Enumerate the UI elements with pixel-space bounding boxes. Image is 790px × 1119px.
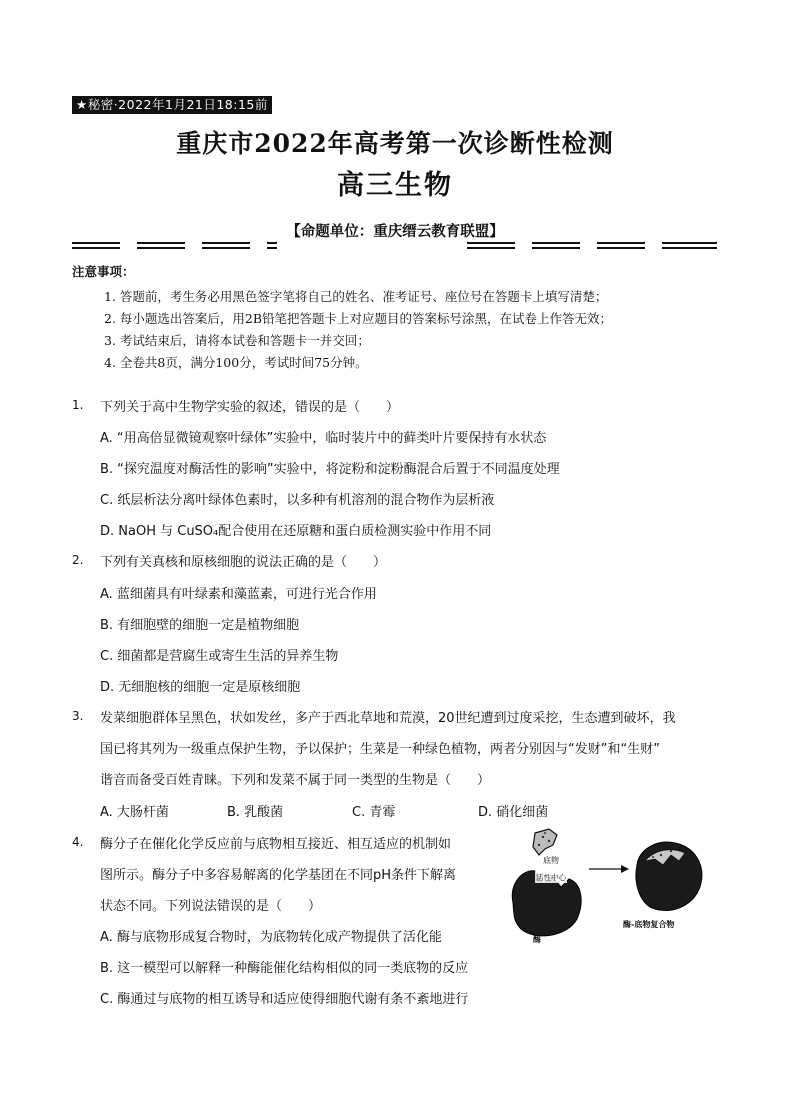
- question-stem: 下列关于高中生物学实验的叙述，错误的是（ ）: [100, 400, 400, 415]
- notice-heading: [72, 262, 135, 280]
- question-stem: 图所示。酶分子中多容易解离的化学基团在不同pH条件下解离: [100, 868, 457, 883]
- question-option: A. “用高倍显微镜观察叶绿体”实验中，临时装片中的藓类叶片要保持有水状态: [100, 431, 547, 446]
- question-number: 1.: [72, 398, 84, 412]
- question-option: A. 蓝细菌具有叶绿素和藻蓝素，可进行光合作用: [100, 587, 377, 602]
- question-stem: 谐音而备受百姓青睐。下列和发菜不属于同一类型的生物是（ ）: [100, 773, 491, 788]
- subject-title: 高三生物: [337, 170, 453, 201]
- question-stem: 发菜细胞群体呈黑色，状如发丝，多产于西北草地和荒漠，20世纪遭到过度采挖，生态遭到破坏，我: [100, 711, 676, 726]
- question-option: A. 大肠杆菌: [100, 805, 169, 820]
- question-stem: 状态不同。下列说法错误的是（ ）: [100, 899, 322, 914]
- decorative-dash-divider: [72, 242, 717, 250]
- notice-item: 2. 每小题选出答案后，用2B铅笔把答题卡上对应题目的答案标号涂黑，在试卷上作答无效；: [104, 311, 613, 326]
- issuer-line: 【命题单位：重庆缙云教育联盟】: [286, 224, 504, 240]
- question-option: C. 细菌都是营腐生或寄生生活的异养生物: [100, 649, 339, 664]
- question-option: D. 硝化细菌: [478, 805, 549, 820]
- substrate-label: 底物: [543, 856, 559, 865]
- active-site-label: 活性中心: [536, 873, 566, 882]
- complex-label: 酶-底物复合物: [623, 920, 675, 929]
- arrow-icon: [589, 865, 629, 873]
- notice-item: 1. 答题前，考生务必用黑色签字笔将自己的姓名、准考证号、座位号在答题卡上填写清楚；: [104, 289, 608, 304]
- question-option: B. 乳酸菌: [227, 805, 284, 820]
- question-option: B. “探究温度对酶活性的影响”实验中，将淀粉和淀粉酶混合后置于不同温度处理: [100, 462, 560, 477]
- question-option: A. 酶与底物形成复合物时，为底物转化成产物提供了活化能: [100, 930, 442, 945]
- notice-title: 注意事项：: [72, 264, 135, 279]
- question-option: C. 青霉: [352, 805, 396, 820]
- question-option: B. 这一模型可以解释一种酶能催化结构相似的同一类底物的反应: [100, 961, 469, 976]
- substrate-shape: [533, 829, 557, 855]
- question-option: D. NaOH 与 CuSO₄配合使用在还原糖和蛋白质检测实验中作用不同: [100, 524, 492, 539]
- enzyme-substrate-figure: [505, 825, 723, 945]
- enzyme-label: 酶: [533, 935, 541, 944]
- exam-title: 重庆市2022年高考第一次诊断性检测: [176, 129, 614, 158]
- question-option: B. 有细胞壁的细胞一定是植物细胞: [100, 618, 300, 633]
- question-number: 3.: [72, 709, 84, 723]
- question-stem: 酶分子在催化化学反应前与底物相互接近、相互适应的机制如: [100, 837, 452, 852]
- question-stem: 国已将其列为一级重点保护生物，予以保护；生菜是一种绿色植物，两者分别因与“发财”和“生财”: [100, 742, 660, 757]
- question-number: 2.: [72, 553, 84, 567]
- question-number: 4.: [72, 835, 84, 849]
- question-option: C. 纸层析法分离叶绿体色素时，以多种有机溶剂的混合物作为层析液: [100, 493, 495, 508]
- question-option: C. 酶通过与底物的相互诱导和适应使得细胞代谢有条不紊地进行: [100, 992, 469, 1007]
- question-option: D. 无细胞核的细胞一定是原核细胞: [100, 680, 301, 695]
- notice-item: 4. 全卷共8页，满分100分，考试时间75分钟。: [104, 355, 368, 370]
- notice-item: 3. 考试结束后，请将本试卷和答题卡一并交回；: [104, 333, 370, 348]
- question-stem: 下列有关真核和原核细胞的说法正确的是（ ）: [100, 555, 387, 570]
- confidential-badge: ★秘密·2022年1月21日18:15前: [72, 96, 272, 114]
